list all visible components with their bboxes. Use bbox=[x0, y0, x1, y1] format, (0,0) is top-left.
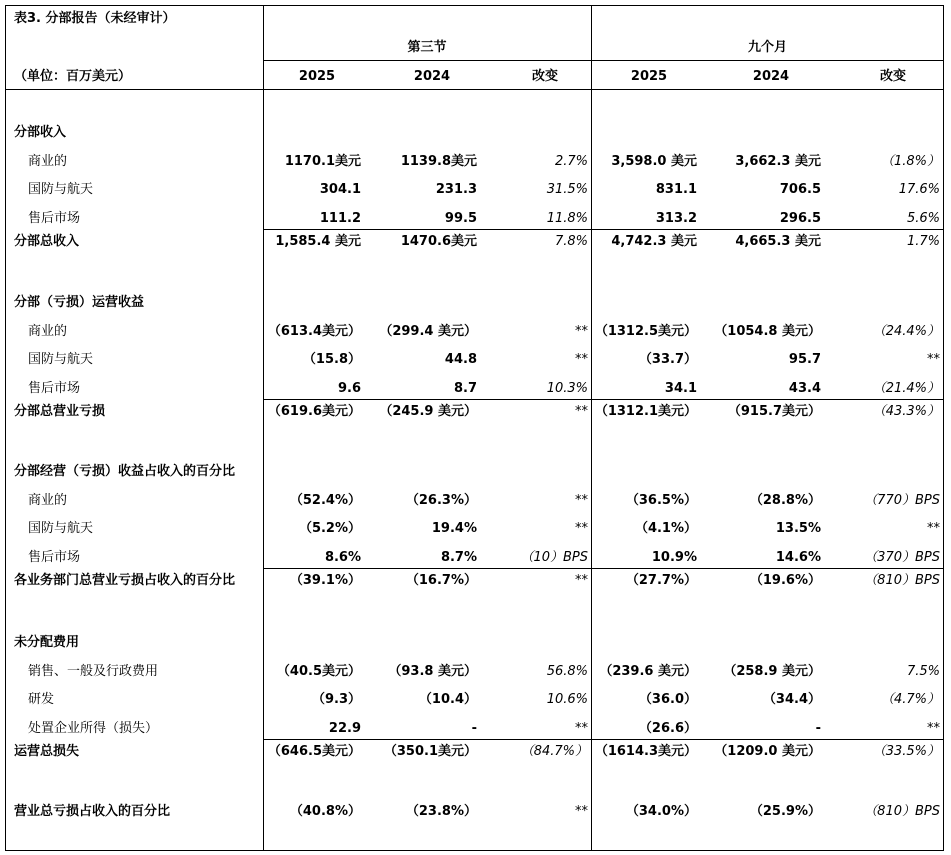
change-cell: （4.7%） bbox=[880, 692, 940, 707]
nm-2025-header: 2025 bbox=[630, 69, 668, 84]
value-cell: 231.3 bbox=[435, 182, 477, 197]
value-cell: （26.3%） bbox=[405, 492, 477, 508]
change-cell: 56.8% bbox=[546, 663, 588, 679]
value-cell: 13.5% bbox=[775, 521, 821, 536]
subtotal-line bbox=[263, 399, 944, 400]
row-label: 销售、一般及行政费用 bbox=[28, 663, 159, 679]
change-cell: 5.6% bbox=[906, 210, 940, 226]
header-bottom-line bbox=[5, 89, 944, 90]
value-cell: （93.8 美元） bbox=[388, 663, 477, 679]
change-cell: （770）BPS bbox=[864, 492, 940, 508]
row-label: 商业的 bbox=[28, 323, 68, 339]
change-cell: （21.4%） bbox=[872, 380, 940, 396]
section-heading: 分部经营（亏损）收益占收入的百分比 bbox=[14, 464, 236, 479]
value-cell: 8.7 bbox=[453, 380, 477, 396]
change-cell: 31.5% bbox=[546, 182, 588, 197]
value-cell: （40.5美元） bbox=[276, 663, 361, 679]
change-cell: ** bbox=[575, 804, 588, 819]
change-cell: ** bbox=[575, 720, 588, 736]
value-cell: （258.9 美元） bbox=[723, 663, 821, 679]
value-cell: （239.6 美元） bbox=[599, 663, 697, 679]
header-divider bbox=[263, 60, 944, 61]
nm-change-header: 改变 bbox=[879, 69, 906, 84]
q3-2024-header: 2024 bbox=[413, 69, 451, 84]
q3-header: 第三节 bbox=[407, 40, 447, 55]
total-label: 运营总损失 bbox=[14, 744, 80, 759]
value-cell: 22.9 bbox=[328, 720, 361, 736]
value-cell: 10.9% bbox=[651, 549, 697, 565]
value-cell: 19.4% bbox=[431, 521, 477, 536]
q3-2025-header: 2025 bbox=[298, 69, 336, 84]
section-heading: 分部（亏损）运营收益 bbox=[14, 295, 145, 310]
value-cell: （36.0） bbox=[638, 692, 697, 707]
value-cell: （613.4美元） bbox=[267, 323, 361, 339]
value-cell: 4,665.3 美元 bbox=[735, 234, 821, 249]
value-cell: 3,598.0 美元 bbox=[611, 153, 697, 169]
change-cell: 10.6% bbox=[546, 692, 588, 707]
change-cell: ** bbox=[575, 323, 588, 339]
value-cell: 99.5 bbox=[444, 210, 477, 226]
value-cell: （1209.0 美元） bbox=[714, 744, 821, 759]
value-cell: （19.6%） bbox=[749, 573, 821, 588]
value-cell: （350.1美元） bbox=[383, 744, 477, 759]
value-cell: （25.9%） bbox=[749, 804, 821, 819]
subtotal-line bbox=[263, 568, 944, 569]
subtotal-line bbox=[263, 739, 944, 740]
value-cell: 304.1 bbox=[319, 182, 361, 197]
value-cell: 34.1 bbox=[664, 380, 697, 396]
change-cell: （43.3%） bbox=[872, 404, 940, 419]
change-cell: ** bbox=[575, 521, 588, 536]
value-cell: 1170.1美元 bbox=[284, 153, 361, 169]
value-cell: - bbox=[471, 720, 477, 736]
change-cell: （33.5%） bbox=[872, 744, 940, 759]
change-cell: 10.3% bbox=[546, 380, 588, 396]
change-cell: 2.7% bbox=[554, 153, 588, 169]
row-label: 售后市场 bbox=[28, 549, 81, 565]
change-cell: （84.7%） bbox=[520, 744, 588, 759]
value-cell: （1614.3美元） bbox=[594, 744, 697, 759]
value-cell: 8.7% bbox=[440, 549, 477, 565]
row-label: 研发 bbox=[28, 692, 55, 707]
change-cell: 7.5% bbox=[906, 663, 940, 679]
value-cell: （5.2%） bbox=[298, 521, 361, 536]
value-cell: （33.7） bbox=[638, 352, 697, 367]
table-title: 表3. 分部报告（未经审计） bbox=[14, 11, 176, 26]
change-cell: 1.7% bbox=[906, 234, 940, 249]
value-cell: 296.5 bbox=[779, 210, 821, 226]
change-cell: （810）BPS bbox=[864, 573, 940, 588]
change-cell: ** bbox=[575, 573, 588, 588]
q3-change-header: 改变 bbox=[531, 69, 558, 84]
value-cell: （27.7%） bbox=[625, 573, 697, 588]
value-cell: 3,662.3 美元 bbox=[735, 153, 821, 169]
change-cell: 7.8% bbox=[554, 234, 588, 249]
value-cell: 43.4 bbox=[788, 380, 821, 396]
value-cell: （23.8%） bbox=[405, 804, 477, 819]
change-cell: ** bbox=[927, 352, 940, 367]
value-cell: 831.1 bbox=[655, 182, 697, 197]
value-cell: （52.4%） bbox=[289, 492, 361, 508]
value-cell: 95.7 bbox=[788, 352, 821, 367]
change-cell: （24.4%） bbox=[872, 323, 940, 339]
change-cell: ** bbox=[575, 404, 588, 419]
value-cell: 4,742.3 美元 bbox=[611, 234, 697, 249]
value-cell: （1054.8 美元） bbox=[714, 323, 821, 339]
value-cell: 111.2 bbox=[319, 210, 361, 226]
subtotal-line bbox=[263, 229, 944, 230]
value-cell: （34.4） bbox=[762, 692, 821, 707]
value-cell: 313.2 bbox=[655, 210, 697, 226]
section-heading: 未分配费用 bbox=[14, 635, 80, 650]
value-cell: （1312.1美元） bbox=[594, 404, 697, 419]
total-label: 各业务部门总营业亏损占收入的百分比 bbox=[14, 573, 236, 588]
row-label: 商业的 bbox=[28, 492, 68, 508]
value-cell: 14.6% bbox=[775, 549, 821, 565]
value-cell: （245.9 美元） bbox=[379, 404, 477, 419]
value-cell: （619.6美元） bbox=[267, 404, 361, 419]
change-cell: ** bbox=[575, 352, 588, 367]
row-label: 售后市场 bbox=[28, 210, 81, 226]
total-label: 分部总营业亏损 bbox=[14, 404, 106, 419]
value-cell: （28.8%） bbox=[749, 492, 821, 508]
change-cell: （810）BPS bbox=[864, 804, 940, 819]
value-cell: 8.6% bbox=[324, 549, 361, 565]
change-cell: 17.6% bbox=[898, 182, 940, 197]
value-cell: （9.3） bbox=[311, 692, 361, 707]
row-label: 国防与航天 bbox=[28, 352, 94, 367]
value-cell: （36.5%） bbox=[625, 492, 697, 508]
value-cell: （646.5美元） bbox=[267, 744, 361, 759]
value-cell: （10.4） bbox=[418, 692, 477, 707]
value-cell: （26.6） bbox=[638, 720, 697, 736]
unit-label: （单位：百万美元） bbox=[14, 69, 132, 84]
value-cell: （915.7美元） bbox=[727, 404, 821, 419]
value-cell: 1470.6美元 bbox=[400, 234, 477, 249]
value-cell: 706.5 bbox=[779, 182, 821, 197]
value-cell: （34.0%） bbox=[625, 804, 697, 819]
value-cell: （299.4 美元） bbox=[379, 323, 477, 339]
change-cell: （370）BPS bbox=[864, 549, 940, 565]
change-cell: ** bbox=[927, 720, 940, 736]
row-label: 售后市场 bbox=[28, 380, 81, 396]
value-cell: （4.1%） bbox=[634, 521, 697, 536]
change-cell: ** bbox=[927, 521, 940, 536]
value-cell: - bbox=[815, 720, 821, 736]
value-cell: 1139.8美元 bbox=[400, 153, 477, 169]
row-label: 国防与航天 bbox=[28, 182, 94, 197]
section-heading: 分部收入 bbox=[14, 125, 67, 140]
value-cell: 44.8 bbox=[444, 352, 477, 367]
change-cell: （10）BPS bbox=[520, 549, 588, 565]
total-label: 分部总收入 bbox=[14, 234, 80, 249]
value-cell: （39.1%） bbox=[289, 573, 361, 588]
change-cell: 11.8% bbox=[546, 210, 588, 226]
nm-2024-header: 2024 bbox=[752, 69, 790, 84]
row-label: 处置企业所得（损失） bbox=[28, 720, 159, 736]
nine-months-header: 九个月 bbox=[747, 40, 787, 55]
value-cell: （15.8） bbox=[302, 352, 361, 367]
change-cell: （1.8%） bbox=[880, 153, 940, 169]
value-cell: （40.8%） bbox=[289, 804, 361, 819]
value-cell: （16.7%） bbox=[405, 573, 477, 588]
change-cell: ** bbox=[575, 492, 588, 508]
value-cell: 1,585.4 美元 bbox=[275, 234, 361, 249]
value-cell: （1312.5美元） bbox=[594, 323, 697, 339]
value-cell: 9.6 bbox=[337, 380, 361, 396]
row-label: 国防与航天 bbox=[28, 521, 94, 536]
row-label: 商业的 bbox=[28, 153, 68, 169]
final-label: 营业总亏损占收入的百分比 bbox=[14, 804, 171, 819]
